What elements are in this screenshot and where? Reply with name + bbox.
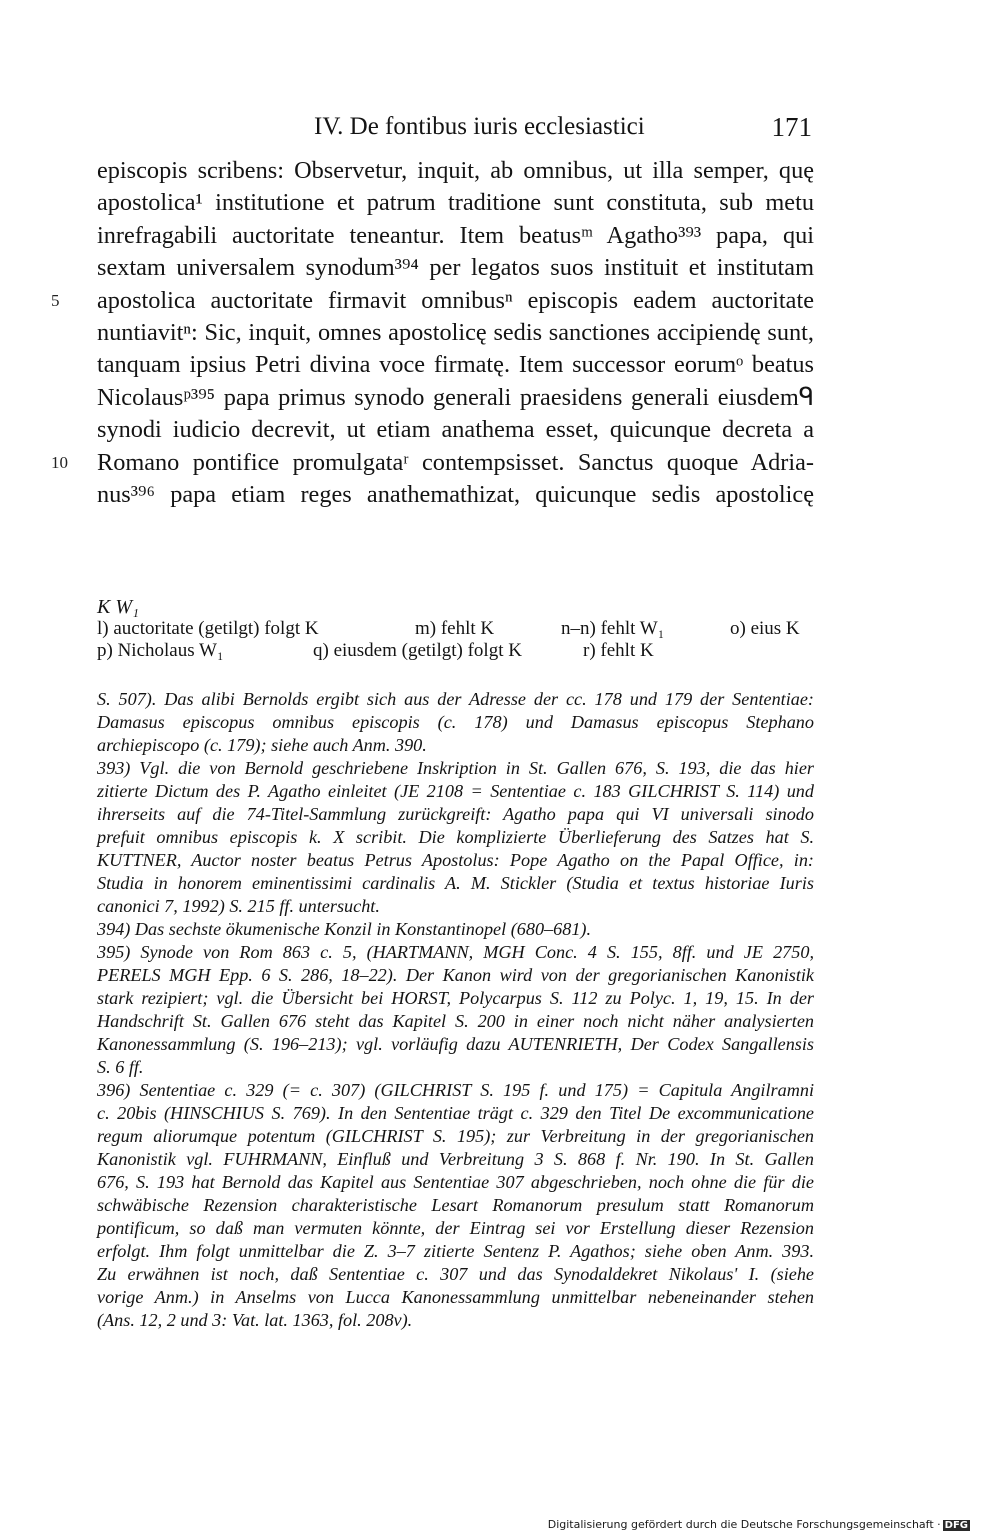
apparatus-entry: q) eiusdem (getilgt) folgt K [313, 640, 522, 661]
text-line [97, 382, 814, 414]
footnote-line: 395) Synode von Rom 863 c. 5, (HARTMANN, MGH Conc. 4 S. 155, 8ff. und JE 2750, [97, 942, 814, 962]
credit-text: Digitalisierung gefördert durch die Deutsche Forschungsgemeinschaft · [547, 1518, 941, 1531]
apparatus-line [97, 618, 814, 640]
footnote-line: prefuit omnibus episcopis k. X scribit. Die komplizierte Überlieferung des Satzes hat S. [97, 827, 814, 847]
apparatus-sigla: K W₁ [97, 596, 139, 618]
apparatus-entry: n–n) fehlt W₁ [561, 618, 665, 639]
footnote-line: vorige Anm.) in Anselms von Lucca Kanonessammlung unmittelbar nebeneinander stehen [97, 1287, 814, 1307]
running-title: IV. De fontibus iuris ecclesiastici [314, 113, 645, 140]
page-header [314, 110, 812, 144]
line-text: apostolica¹ institutione et patrum traditione sunt constituta, sub metu [97, 189, 814, 217]
text-line [51, 285, 814, 317]
footnote-line: Handschrift St. Gallen 676 steht das Kapitel S. 200 in einer noch nicht näher analysierten [97, 1011, 814, 1031]
footnote-line: canonici 7, 1992) S. 215 ff. untersucht. [97, 896, 380, 916]
footnote-line: schwäbische Rezension charakteristische Lesart Romanorum presulum statt Romanorum [97, 1195, 814, 1215]
footnote-line: regum aliorumque potentum (GILCHRIST S. 195); zur Verbreitung in der gregorianischen [97, 1126, 814, 1146]
line-text: apostolica auctoritate firmavit omnibusⁿ episcopis eadem auctoritate [97, 286, 814, 314]
line-text: sextam universalem synodum³⁹⁴ per legatos suos instituit et institutam [97, 254, 814, 282]
text-line [97, 220, 814, 252]
apparatus-entry: r) fehlt K [583, 640, 654, 661]
footnote-line: Zu erwähnen ist noch, daß Sententiae c. 307 und das Synodaldekret Nikolaus' I. (siehe [97, 1264, 814, 1284]
line-number: 5 [51, 290, 60, 310]
footnote-line: 394) Das sechste ökumenische Konzil in Konstantinopel (680–681). [97, 919, 592, 939]
footnote-line: c. 20bis (HINSCHIUS S. 769). In den Sententiae trägt c. 329 den Titel De excommunicatione [97, 1103, 814, 1123]
footnote-line: zitierte Dictum des P. Agatho einleitet (JE 2108 = Sententiae c. 183 GILCHRIST S. 114) und [97, 781, 814, 801]
critical-apparatus [97, 596, 814, 662]
footnote-line: pontificum, so daß man vermuten könnte, der Eintrag sei vor Erstellung dieser Rezension [97, 1218, 814, 1238]
footnote-line: KUTTNER, Auctor noster beatus Petrus Apostolus: Pope Agatho on the Papal Office, in: [97, 850, 814, 870]
line-text: inrefragabili auctoritate teneantur. Item beatusᵐ Agatho³⁹³ papa, qui [97, 221, 814, 249]
line-text: episcopis scribens: Observetur, inquit, ab omnibus, ut illa semper, quę [97, 157, 814, 184]
main-text [51, 155, 814, 511]
text-line [97, 155, 814, 187]
footnote-line: Studia in honorem eminentissimi cardinalis A. M. Stickler (Studia et textus historiae Iuris [97, 873, 814, 893]
footnote-line: stark rezipiert; vgl. die Übersicht bei HORST, Polycarpus S. 112 zu Polyc. 1, 19, 15. In der [97, 988, 814, 1008]
page-number: 171 [771, 112, 812, 142]
footnote-line: Kanonessammlung (S. 196–213); vgl. vorläufig dazu AUTENRIETH, Der Codex Sangallensis [97, 1034, 814, 1054]
line-text: nus³⁹⁶ papa etiam reges anathemathizat, quicunque sedis apostolicę [97, 480, 814, 508]
digitization-credit [548, 1518, 970, 1531]
apparatus-entry: l) auctoritate (getilgt) folgt K [97, 618, 319, 639]
line-text: nuntiavitⁿ: Sic, inquit, omnes apostolicę sedis sanctiones accipiendę sunt, [97, 318, 814, 346]
line-number: 10 [51, 452, 68, 472]
footnote-line: S. 6 ff. [97, 1057, 144, 1077]
apparatus-sigla-line [97, 596, 814, 618]
text-line [51, 447, 814, 479]
text-line [97, 317, 814, 349]
line-text: Nicolausᵖ³⁹⁵ papa primus synodo generali praesidens generali eiusdemᑫ [97, 383, 814, 411]
text-line [97, 187, 814, 219]
text-line [97, 479, 814, 511]
text-line [97, 252, 814, 284]
footnote-line: archiepiscopo (c. 179); siehe auch Anm. 390. [97, 735, 427, 755]
footnote-line: 393) Vgl. die von Bernold geschriebene Inskription in St. Gallen 676, S. 193, die das hier [97, 758, 814, 778]
footnotes [97, 688, 814, 1332]
footnote-line: 396) Sententiae c. 329 (= c. 307) (GILCHRIST S. 195 f. und 175) = Capitula Angilramni [97, 1080, 814, 1100]
footnote-line: Kanonistik vgl. FUHRMANN, Einfluß und Verbreitung 3 S. 868 f. Nr. 190. In St. Gallen [97, 1149, 814, 1169]
line-text: tanquam ipsius Petri divina voce firmatę. Item successor eorumᵒ beatus [97, 351, 814, 379]
footnote-line: erfolgt. Ihm folgt unmittelbar die Z. 3–7 zitierte Sentenz P. Agathos; siehe oben Anm. 393. [97, 1241, 814, 1261]
text-line [97, 349, 814, 381]
footnote-line: PERELS MGH Epp. 6 S. 286, 18–22). Der Kanon wird von der gregorianischen Kanonistik [97, 965, 814, 985]
line-text: Romano pontifice promulgataʳ contempsisset. Sanctus quoque Adria- [97, 448, 814, 476]
text-line [97, 414, 814, 446]
apparatus-entry: p) Nicholaus W₁ [97, 640, 224, 661]
apparatus-entry: m) fehlt K [415, 618, 495, 639]
dfg-logo: DFG [944, 1520, 968, 1531]
apparatus-entry: o) eius K [730, 618, 800, 639]
footnote-line: Damasus episcopus omnibus episcopis (c. 178) und Damasus episcopus Stephano [97, 712, 814, 732]
footnote-line: (Ans. 12, 2 und 3: Vat. lat. 1363, fol. 208v). [97, 1310, 413, 1330]
apparatus-line [97, 640, 814, 662]
footnote-line: S. 507). Das alibi Bernolds ergibt sich aus der Adresse der cc. 178 und 179 der Sententiae: [97, 689, 814, 709]
line-text: synodi iudicio decrevit, ut etiam anathema esset, quicunque decreta a [97, 416, 814, 444]
footnote-line: ihrerseits auf die 74-Titel-Sammlung zurückgreift: Agatho papa qui VI universali sinodo [97, 804, 814, 824]
footnote-line: 676, S. 193 hat Bernold das Kapitel aus Sententiae 307 abgeschrieben, noch ohne die für die [97, 1172, 814, 1192]
